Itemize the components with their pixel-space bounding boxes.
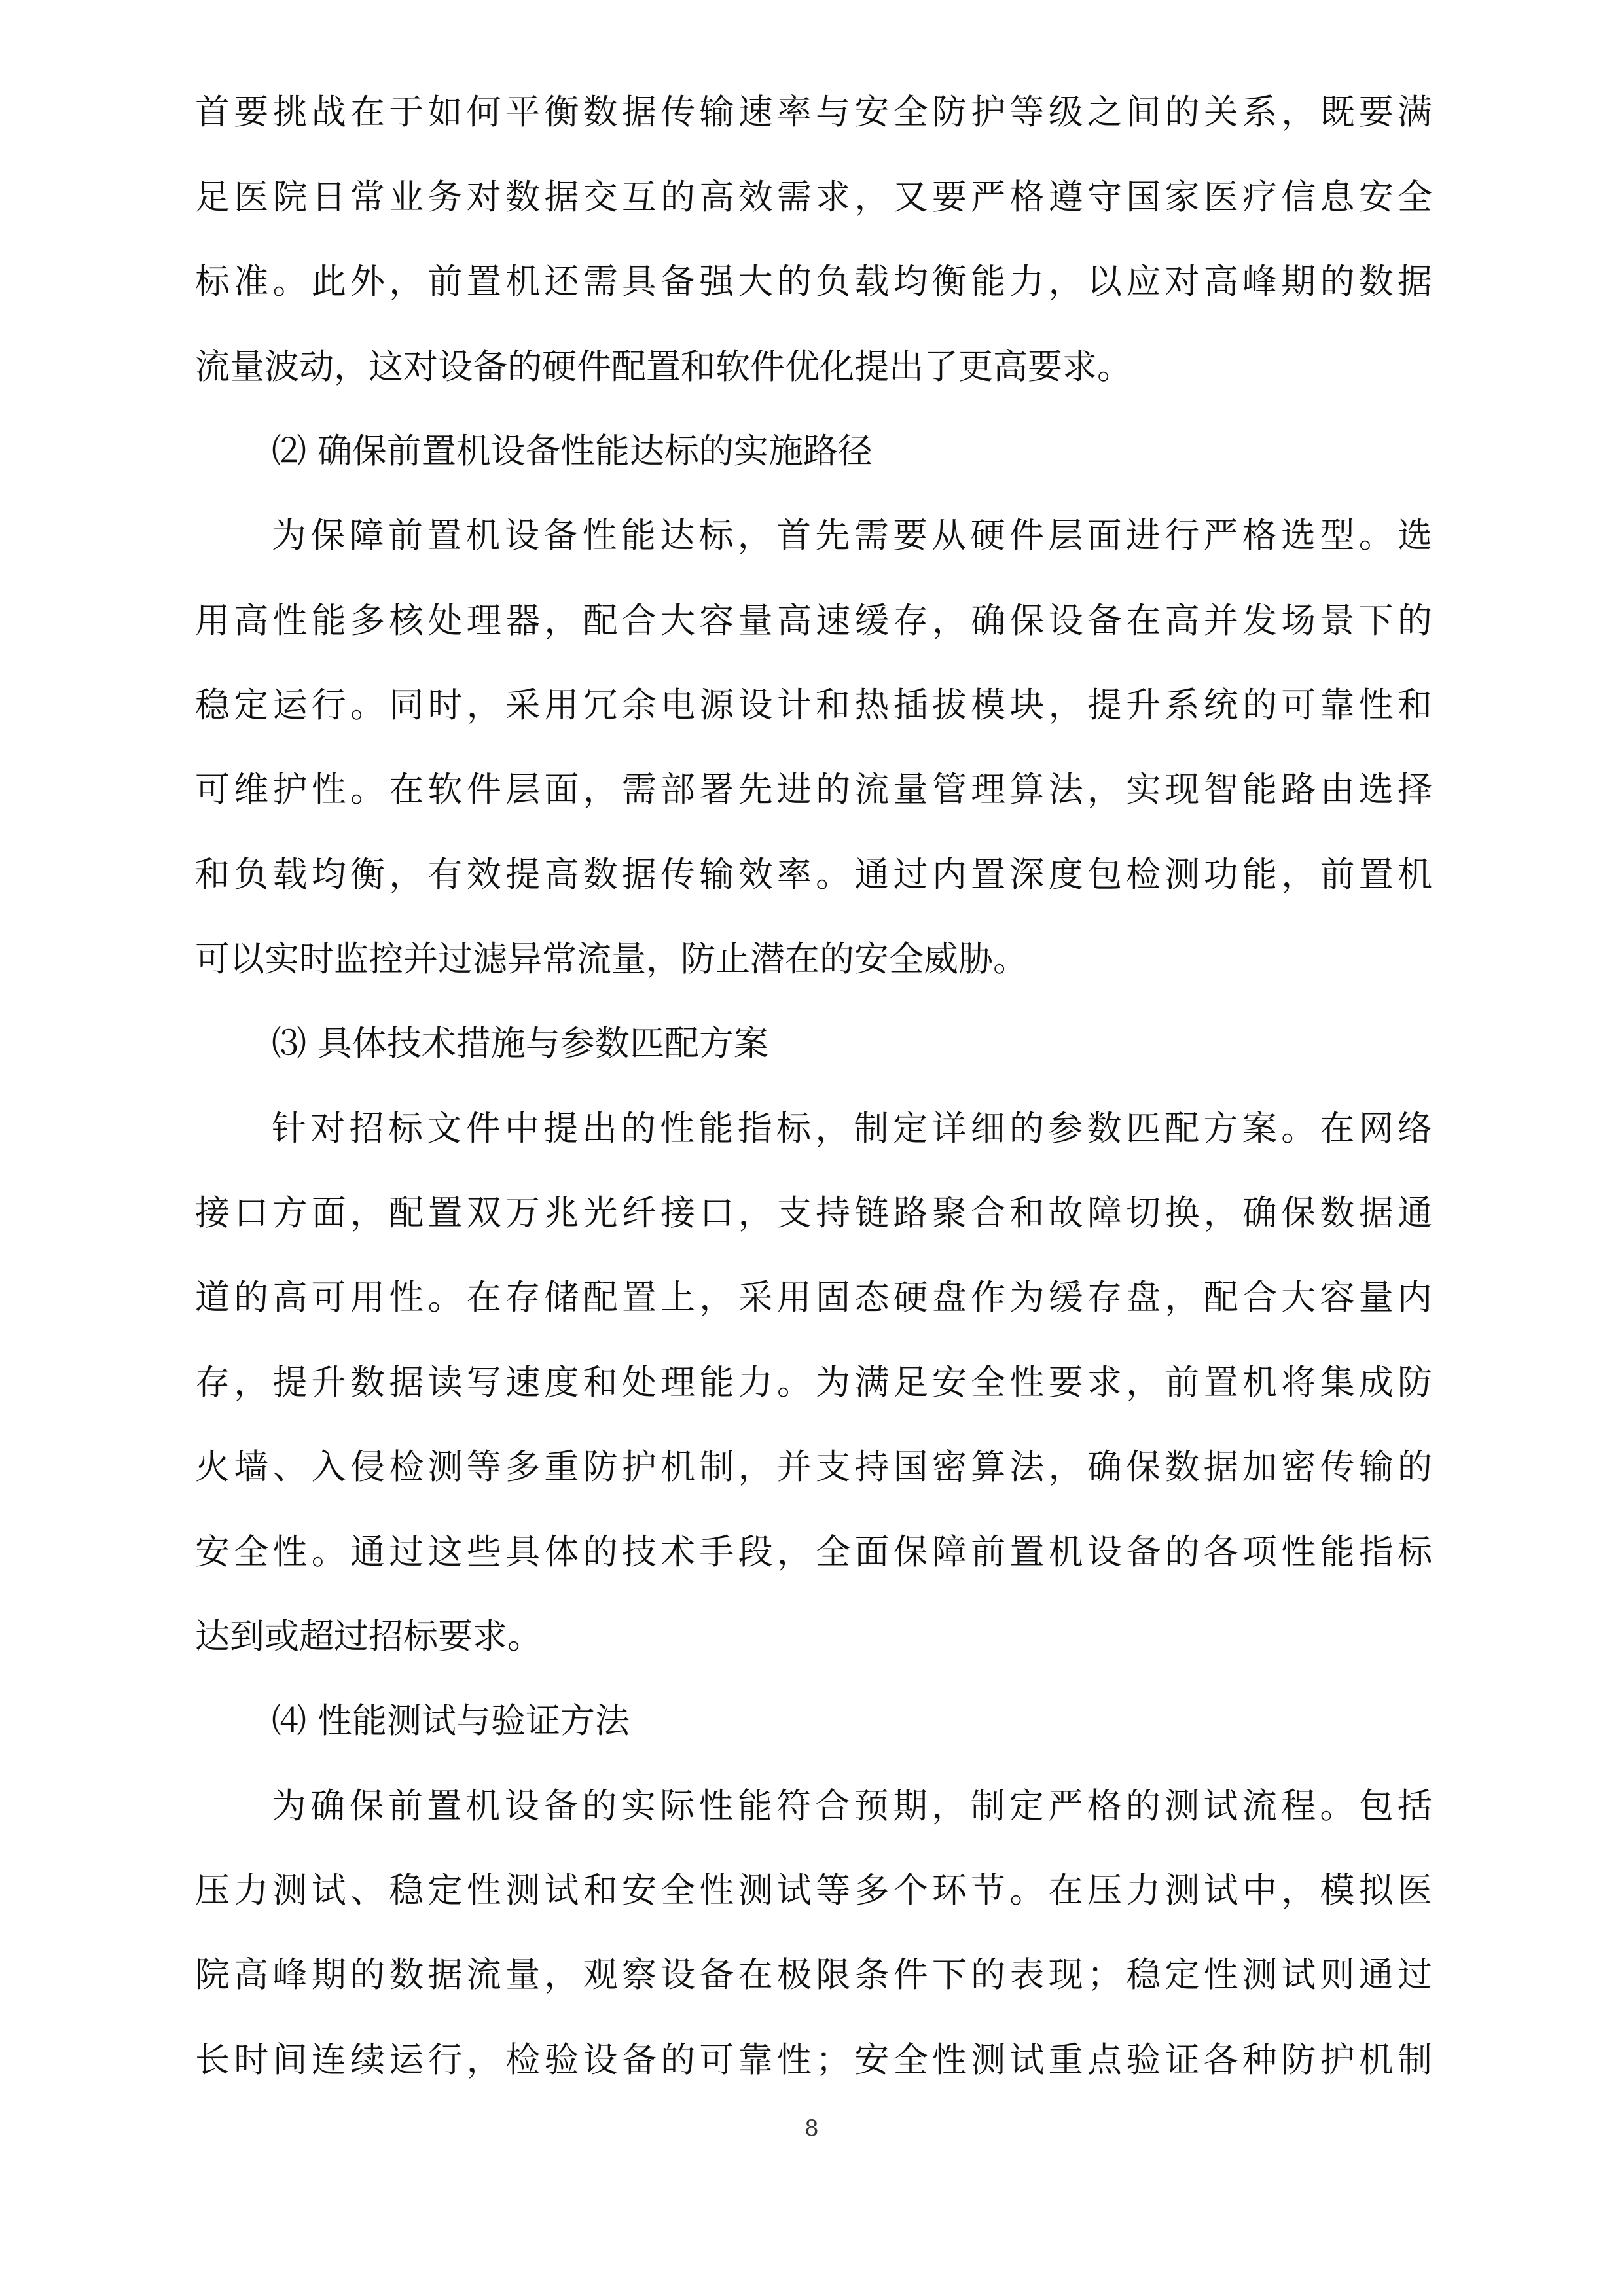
paragraph-3-line-4: 存，提升数据读写速度和处理能力。为满足安全性要求，前置机将集成防 <box>195 1363 1432 1403</box>
paragraph-4-line-3: 院高峰期的数据流量，观察设备在极限条件下的表现；稳定性测试则通过 <box>195 1955 1432 1995</box>
paragraph-3-line-5: 火墙、入侵检测等多重防护机制，并支持国密算法，确保数据加密传输的 <box>195 1447 1432 1487</box>
paragraph-1-line-3: 标准。此外，前置机还需具备强大的负载均衡能力，以应对高峰期的数据 <box>195 262 1432 302</box>
paragraph-1-line-1: 首要挑战在于如何平衡数据传输速率与安全防护等级之间的关系，既要满 <box>195 92 1432 132</box>
paragraph-3-line-6: 安全性。通过这些具体的技术手段，全面保障前置机设备的各项性能指标 <box>195 1532 1432 1572</box>
paragraph-4-line-4: 长时间连续运行，检验设备的可靠性；安全性测试重点验证各种防护机制 <box>195 2040 1432 2080</box>
paragraph-4-line-1: 为确保前置机设备的实际性能符合预期，制定严格的测试流程。包括 <box>272 1786 1432 1826</box>
paragraph-2-line-5: 和负载均衡，有效提高数据传输效率。通过内置深度包检测功能，前置机 <box>195 855 1432 895</box>
paragraph-4-line-2: 压力测试、稳定性测试和安全性测试等多个环节。在压力测试中，模拟医 <box>195 1871 1432 1910</box>
paragraph-2-line-2: 用高性能多核处理器，配合大容量高速缓存，确保设备在高并发场景下的 <box>195 601 1432 641</box>
page-number: 8 <box>804 2115 819 2142</box>
paragraph-2-line-1: 为保障前置机设备性能达标，首先需要从硬件层面进行严格选型。选 <box>272 516 1432 556</box>
section-heading-3: ⑶ 具体技术措施与参数匹配方案 <box>272 1024 768 1064</box>
section-heading-4: ⑷ 性能测试与验证方法 <box>272 1701 630 1741</box>
paragraph-2-line-6: 可以实时监控并过滤异常流量，防止潜在的安全威胁。 <box>195 939 1028 979</box>
paragraph-3-line-2: 接口方面，配置双万兆光纤接口，支持链路聚合和故障切换，确保数据通 <box>195 1193 1432 1233</box>
paragraph-2-line-3: 稳定运行。同时，采用冗余电源设计和热插拔模块，提升系统的可靠性和 <box>195 685 1432 725</box>
paragraph-1-line-2: 足医院日常业务对数据交互的高效需求，又要严格遵守国家医疗信息安全 <box>195 177 1432 217</box>
paragraph-3-line-3: 道的高可用性。在存储配置上，采用固态硬盘作为缓存盘，配合大容量内 <box>195 1278 1432 1318</box>
paragraph-1-line-4: 流量波动，这对设备的硬件配置和软件优化提出了更高要求。 <box>195 347 1132 387</box>
paragraph-3-line-7: 达到或超过招标要求。 <box>195 1617 542 1657</box>
paragraph-2-line-4: 可维护性。在软件层面，需部署先进的流量管理算法，实现智能路由选择 <box>195 770 1432 810</box>
section-heading-2: ⑵ 确保前置机设备性能达标的实施路径 <box>272 431 873 471</box>
paragraph-3-line-1: 针对招标文件中提出的性能指标，制定详细的参数匹配方案。在网络 <box>272 1109 1432 1149</box>
